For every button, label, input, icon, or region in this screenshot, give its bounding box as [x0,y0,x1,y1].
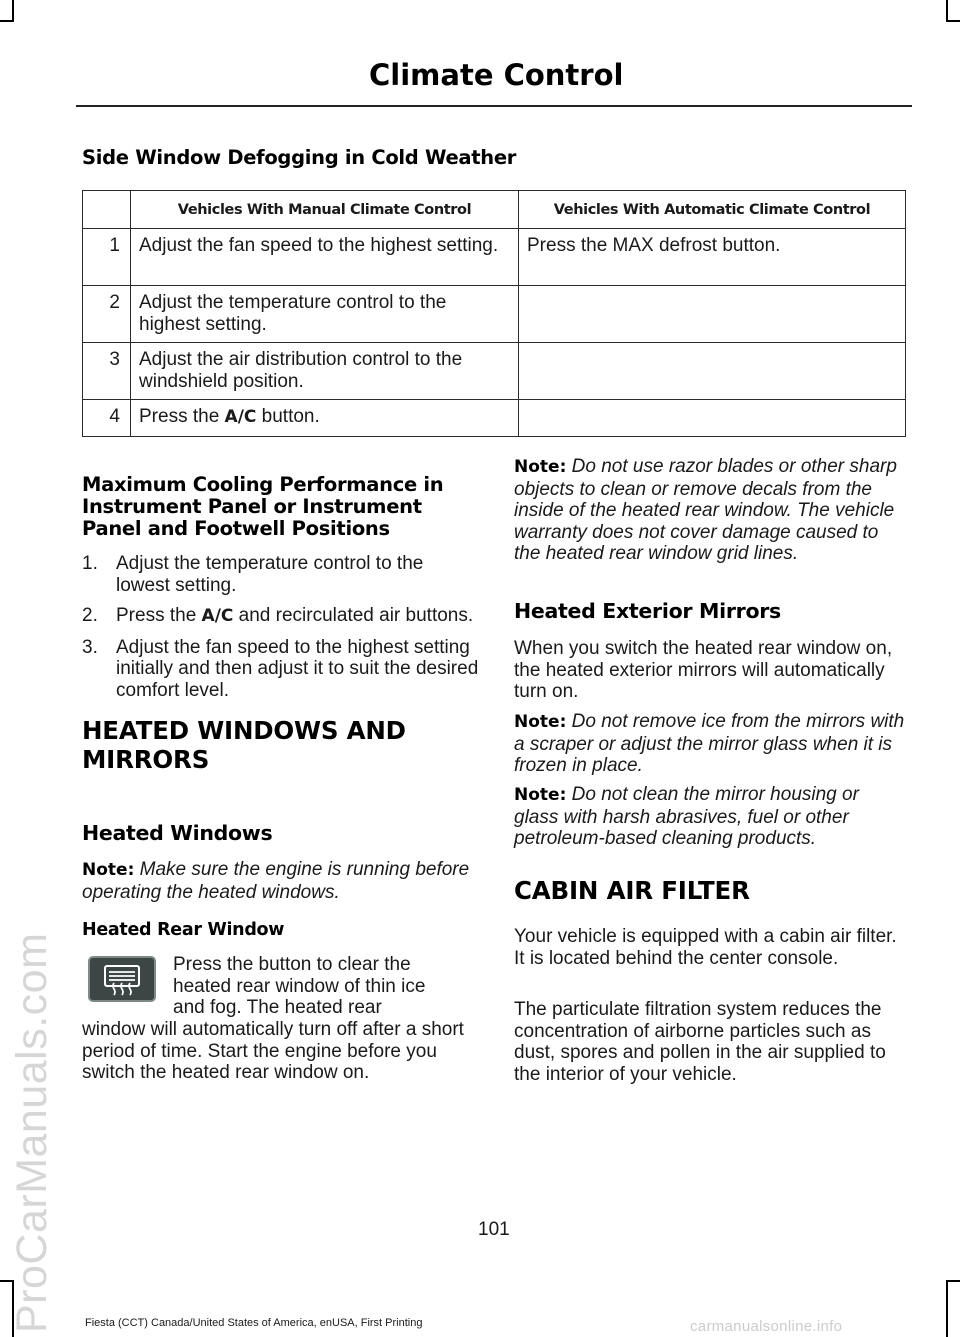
manual-step: Adjust the air distribution control to the windshield position. [131,343,519,400]
footer-site: carmanualsonline.info [690,1318,843,1335]
auto-step [519,286,906,343]
table-header-auto: Vehicles With Automatic Climate Control [519,191,906,229]
heated-section-title-line1: HEATED WINDOWS AND [82,716,406,745]
crop-mark [0,20,14,22]
table-row [83,400,906,437]
max-cooling-title: Maximum Cooling Performance in Instrument Panel or Instrument Panel and Footwell Positions [82,473,444,540]
step-number: 4 [83,400,131,437]
rear-window-text-line2: heated rear window of thin ice [173,976,426,997]
list-item [82,553,482,596]
auto-step [519,400,906,437]
step-number: 1 [83,229,131,286]
crop-mark [946,0,948,20]
rear-window-text-line1: Press the button to clear the [173,954,411,975]
manual-step [131,400,519,437]
side-window-title: Side Window Defogging in Cold Weather [82,146,517,169]
crop-mark [946,1280,948,1337]
step-number: 3 [83,343,131,400]
note-label: Note: [82,860,135,880]
heated-rear-window-title: Heated Rear Window [82,920,285,940]
note-text: Do not remove ice from the mirrors with a scraper or adjust the mirror glass when it is frozen in place. [514,711,905,776]
page-number: 101 [478,1219,510,1240]
manual-step-pre: Press the [139,406,225,427]
table-header-row [83,191,906,229]
note-text: Do not clean the mirror housing or glass with harsh abrasives, fuel or other petroleum-based cleaning products. [514,784,859,849]
step-number: 2. [82,605,98,626]
table-row [83,343,906,400]
heated-section-title-line2: MIRRORS [82,745,210,774]
cabin-filter-p2: The particulate filtration system reduces the concentration of airborne particles such as dust, spores and pollen in the air supplied to the interior of your vehicle. [514,999,886,1085]
max-cooling-steps [82,553,482,710]
heated-mirrors-text: When you switch the heated rear window on, the heated exterior mirrors will automatically turn on. [514,638,893,702]
cabin-filter-title: CABIN AIR FILTER [514,876,750,905]
note-label: Note: [514,457,567,477]
step-number: 3. [82,636,98,658]
note-text: Do not use razor blades or other sharp objects to clean or remove decals from the inside of the heated rear window. The vehicle warranty does not cover damage caused to the heated rear window grid lines. [514,456,897,564]
heated-windows-title: Heated Windows [82,821,273,845]
crop-mark [12,0,14,20]
mirrors-note-1 [514,711,908,777]
table-header-manual: Vehicles With Manual Climate Control [131,191,519,229]
ac-label: A/C [201,606,234,626]
step-text-post: and recirculated air buttons. [233,605,474,626]
step-number: 1. [82,553,98,574]
step-text-pre: Press the [116,605,202,626]
footer-edition: Fiesta (CCT) Canada/United States of America, enUSA, First Printing [85,1317,423,1329]
manual-step-post: button. [256,406,320,427]
auto-step [519,343,906,400]
defog-table [82,190,906,437]
note-label: Note: [514,712,567,732]
rear-defrost-icon [88,956,156,1002]
cabin-filter-p1: Your vehicle is equipped with a cabin air filter. It is located behind the center console. [514,926,897,969]
manual-step: Adjust the fan speed to the highest setting. [131,229,519,286]
table-row [83,286,906,343]
note-text: Make sure the engine is running before operating the heated windows. [82,859,470,903]
crop-mark [946,1280,960,1282]
step-number: 2 [83,286,131,343]
watermark: ProCarManuals.com [8,932,56,1333]
rear-window-text-line3: and fog. The heated rear [173,997,382,1018]
ac-label: A/C [224,407,257,427]
table-header-blank [83,191,131,229]
heated-windows-note [82,859,482,903]
auto-step: Press the MAX defrost button. [519,229,906,286]
crop-mark [946,20,960,22]
step-text: Adjust the fan speed to the highest setting initially and then adjust it to suit the desired comfort level. [116,636,479,701]
table-row [83,229,906,286]
rear-defrost-icon-glyph [90,958,154,1000]
list-item [82,637,482,702]
page-title: Climate Control [369,58,624,92]
list-item [82,605,482,628]
heated-mirrors-title: Heated Exterior Mirrors [514,599,781,623]
title-rule [76,105,912,107]
note-label: Note: [514,785,567,805]
rear-window-note [514,456,908,565]
manual-step: Adjust the temperature control to the highest setting. [131,286,519,343]
rear-window-text-rest: window will automatically turn off after a short period of time. Start the engine before you switch the heated rear window on. [82,1019,464,1083]
step-text: Adjust the temperature control to the lowest setting. [116,553,424,596]
mirrors-note-2 [514,784,908,850]
